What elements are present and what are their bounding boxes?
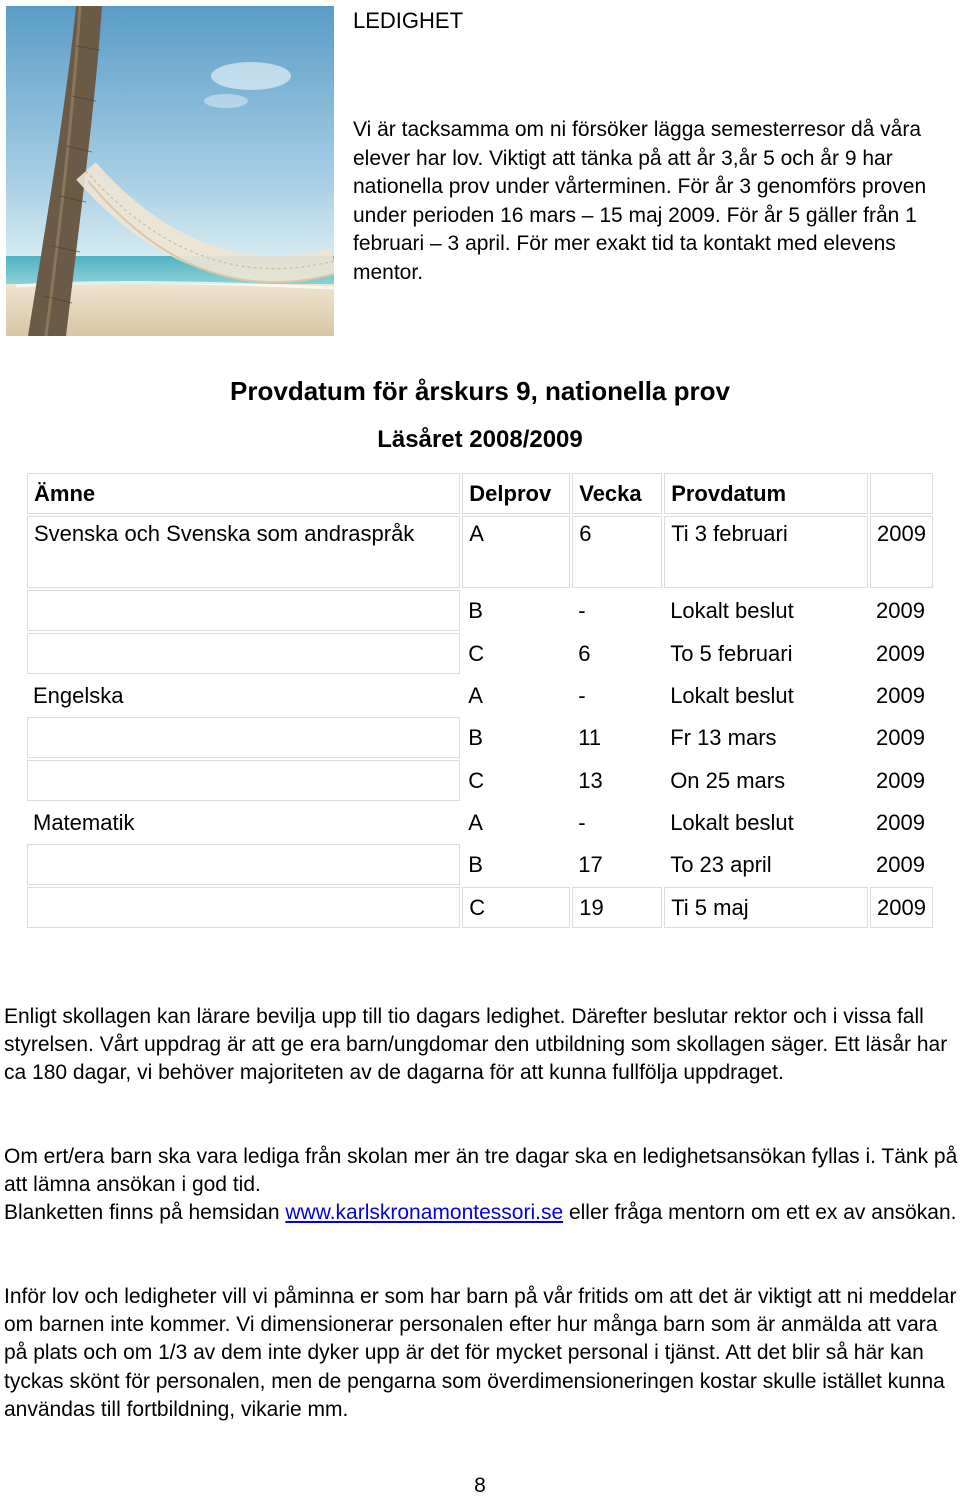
table-row	[27, 717, 933, 758]
cell-week: 6	[578, 640, 591, 666]
leave-rules-text: Enligt skollagen kan lärare bevilja upp till tio dagars ledighet. Därefter beslutar rektor och i vissa fall styrelsen. Vårt uppdrag är att ge era barn/ungdomar den utbildning som skollagen säger. Ett läsår har ca 180 dagar, vi behöver majoriteten av de dagarna för att kunna fullfölja uppdraget.	[4, 1005, 948, 1085]
cell-year: 2009	[876, 809, 925, 835]
cell-date: Ti 5 maj	[664, 887, 868, 928]
cell-date: Ti 3 februari	[664, 516, 868, 588]
cell-subject: Engelska	[33, 682, 124, 708]
cell-subject	[27, 844, 460, 885]
palm-hammock-illustration	[6, 6, 334, 336]
after-school-text: Inför lov och ledigheter vill vi påminna er som har barn på vår fritids om att det är viktigt att ni meddelar om barnen inte kommer. Vi dimensionerar personalen efter hur många barn som är anmälda att vara på plats och om 1/3 av dem inte dyker upp är det för mycket personal i tjänst. Att det blir så här kan tyckas skönt för personalen, men de pengarna som överdimensioneringen kostar skulle istället kunna användas till fortbildning, vikarie mm.	[4, 1285, 957, 1421]
table-title: Provdatum för årskurs 9, nationella prov	[230, 376, 730, 406]
cell-week: 13	[578, 767, 603, 793]
cell-subject: Svenska och Svenska som andraspråk	[27, 516, 460, 588]
cell-year: 2009	[870, 887, 933, 928]
cell-date: Fr 13 mars	[670, 724, 777, 750]
cell-week: 19	[572, 887, 662, 928]
cell-subject	[27, 887, 460, 928]
cell-date: Lokalt beslut	[670, 597, 794, 623]
page-number: 8	[474, 1474, 486, 1497]
header-year	[870, 473, 933, 514]
cell-subject	[27, 717, 460, 758]
cell-part: A	[462, 516, 570, 588]
cell-year: 2009	[876, 851, 925, 877]
table-header-row	[27, 473, 933, 514]
table-row	[27, 676, 933, 715]
cell-year: 2009	[876, 640, 925, 666]
cell-part: A	[468, 682, 483, 708]
hammock-beach-photo	[6, 6, 334, 336]
cell-week: 6	[572, 516, 662, 588]
table-row	[27, 516, 933, 588]
application-paragraph	[4, 1143, 960, 1228]
cell-year: 2009	[876, 767, 925, 793]
cell-date: To 5 februari	[670, 640, 793, 666]
table-subtitle: Läsåret 2008/2009	[377, 426, 583, 453]
section-heading: LEDIGHET	[353, 8, 464, 33]
header-delprov: Delprov	[462, 473, 570, 514]
table-row	[27, 803, 933, 842]
cell-week: -	[578, 809, 586, 835]
cell-date: On 25 mars	[670, 767, 786, 793]
cell-date: Lokalt beslut	[670, 682, 794, 708]
cell-week: -	[578, 682, 586, 708]
cell-week: 11	[578, 724, 602, 750]
cell-year: 2009	[876, 682, 925, 708]
cell-week: 17	[578, 851, 603, 877]
cell-subject	[27, 590, 460, 631]
application-text: Om ert/era barn ska vara lediga från skolan mer än tre dagar ska en ledighetsansökan fyllas i. Tänk på att lämna ansökan i god tid.	[4, 1145, 958, 1197]
after-school-paragraph	[4, 1283, 960, 1424]
cell-year: 2009	[870, 516, 933, 588]
table-row	[27, 590, 933, 631]
cell-part: B	[468, 597, 483, 623]
table-row	[27, 844, 933, 885]
form-location-text	[4, 1199, 960, 1227]
cell-year: 2009	[876, 724, 925, 750]
leave-rules-paragraph	[4, 1003, 960, 1088]
table-row	[27, 633, 933, 674]
cell-subject	[27, 633, 460, 674]
cell-subject: Matematik	[33, 809, 135, 835]
table-row	[27, 887, 933, 928]
form-location-prefix: Blanketten finns på hemsidan	[4, 1201, 286, 1225]
intro-text: Vi är tacksamma om ni försöker lägga semesterresor då våra elever har lov. Viktigt att tänka på att år 3,år 5 och år 9 har nationella prov under vårterminen. För år 3 genomförs proven under perioden 16 mars – 15 maj 2009. För år 5 gäller från 1 februari – 3 april. För mer exakt tid ta kontakt med elevens mentor.	[353, 118, 927, 284]
cell-date: Lokalt beslut	[670, 809, 794, 835]
form-location-suffix: eller fråga mentorn om ett ex av ansökan.	[563, 1201, 957, 1225]
website-link[interactable]: www.karlskronamontessori.se	[285, 1201, 564, 1225]
cell-part: C	[468, 767, 485, 793]
cell-part: C	[462, 887, 570, 928]
cell-week: -	[578, 597, 586, 623]
table-row	[27, 760, 933, 801]
intro-paragraph	[353, 116, 943, 287]
cell-part: A	[468, 809, 483, 835]
cell-subject	[27, 760, 460, 801]
header-amne: Ämne	[27, 473, 460, 514]
cell-part: B	[468, 724, 483, 750]
cell-date: To 23 april	[670, 851, 772, 877]
exam-dates-table	[25, 471, 935, 930]
cell-part: C	[468, 640, 485, 666]
cell-part: B	[468, 851, 483, 877]
header-provdatum: Provdatum	[664, 473, 868, 514]
header-vecka: Vecka	[572, 473, 662, 514]
cell-year: 2009	[876, 597, 925, 623]
